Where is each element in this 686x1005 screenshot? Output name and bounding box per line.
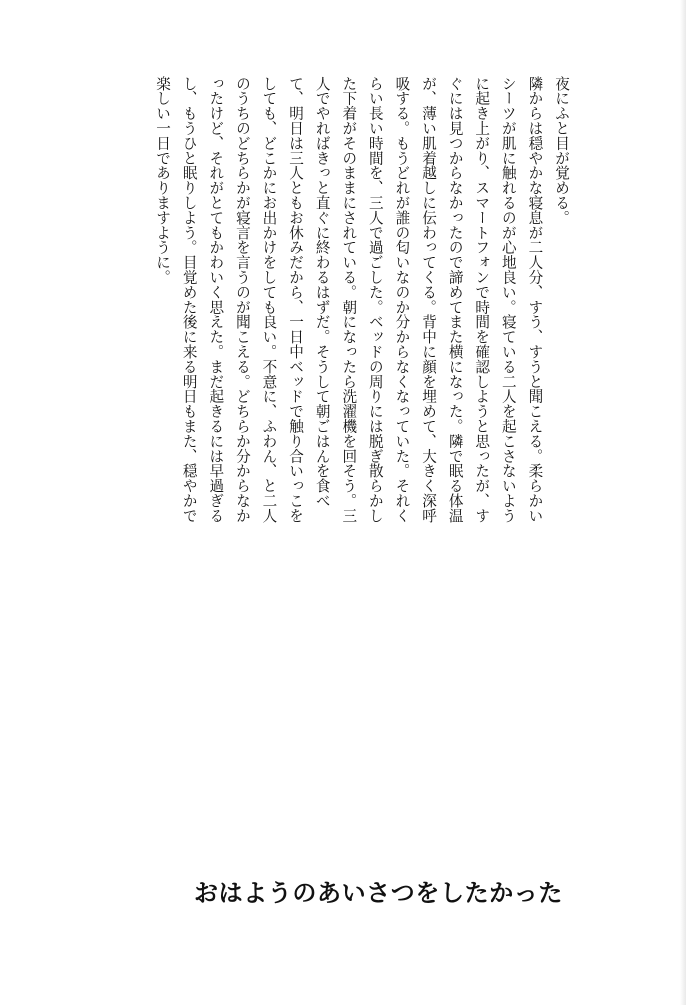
page-edge-shadow	[680, 0, 686, 1005]
story-paragraph-2: 隣からは穏やかな寝息が二人分、すう、すうと聞こえる。柔らかいシーツが肌に触れるのが心地良い。寝ている二人を起こさないように起き上がり、スマートフォンで時間を確認しようと思ったが、すぐには見つからなかったので諦めてまた横になった。隣で眠る体温が、薄い肌着越しに伝わってくる。背中に顔を埋めて、大きく深呼吸する。もうどれが誰の匂いなのか分からなくなっていた。それくらい長い時間を、三人で過ごした。ベッドの周りには脱ぎ散らかした下着がそのままにされている。朝になったら洗濯機を回そう。三人でやればきっと直ぐに終わるはずだ。そうして朝ごはんを食べて、明日は三人ともお休みだから、一日中ベッドで触り合いっこをしても、どこかにお出かけをしても良い。不意に、ふわん、と二人のうちのどちらかが寝言を言うのが聞こえる。どちらか分からなかったけど、それがとてもかわいく思えた。まだ起きるには早過ぎるし、もうひと眠りしよう。目覚めた後に来る明日もまた、穏やかで楽しい一日でありますように。	[154, 76, 544, 523]
story-paragraph-1: 夜にふと目が覚める。	[553, 76, 570, 225]
story-text	[149, 76, 575, 531]
page-title: おはようのあいさつをしたかった	[194, 878, 563, 907]
